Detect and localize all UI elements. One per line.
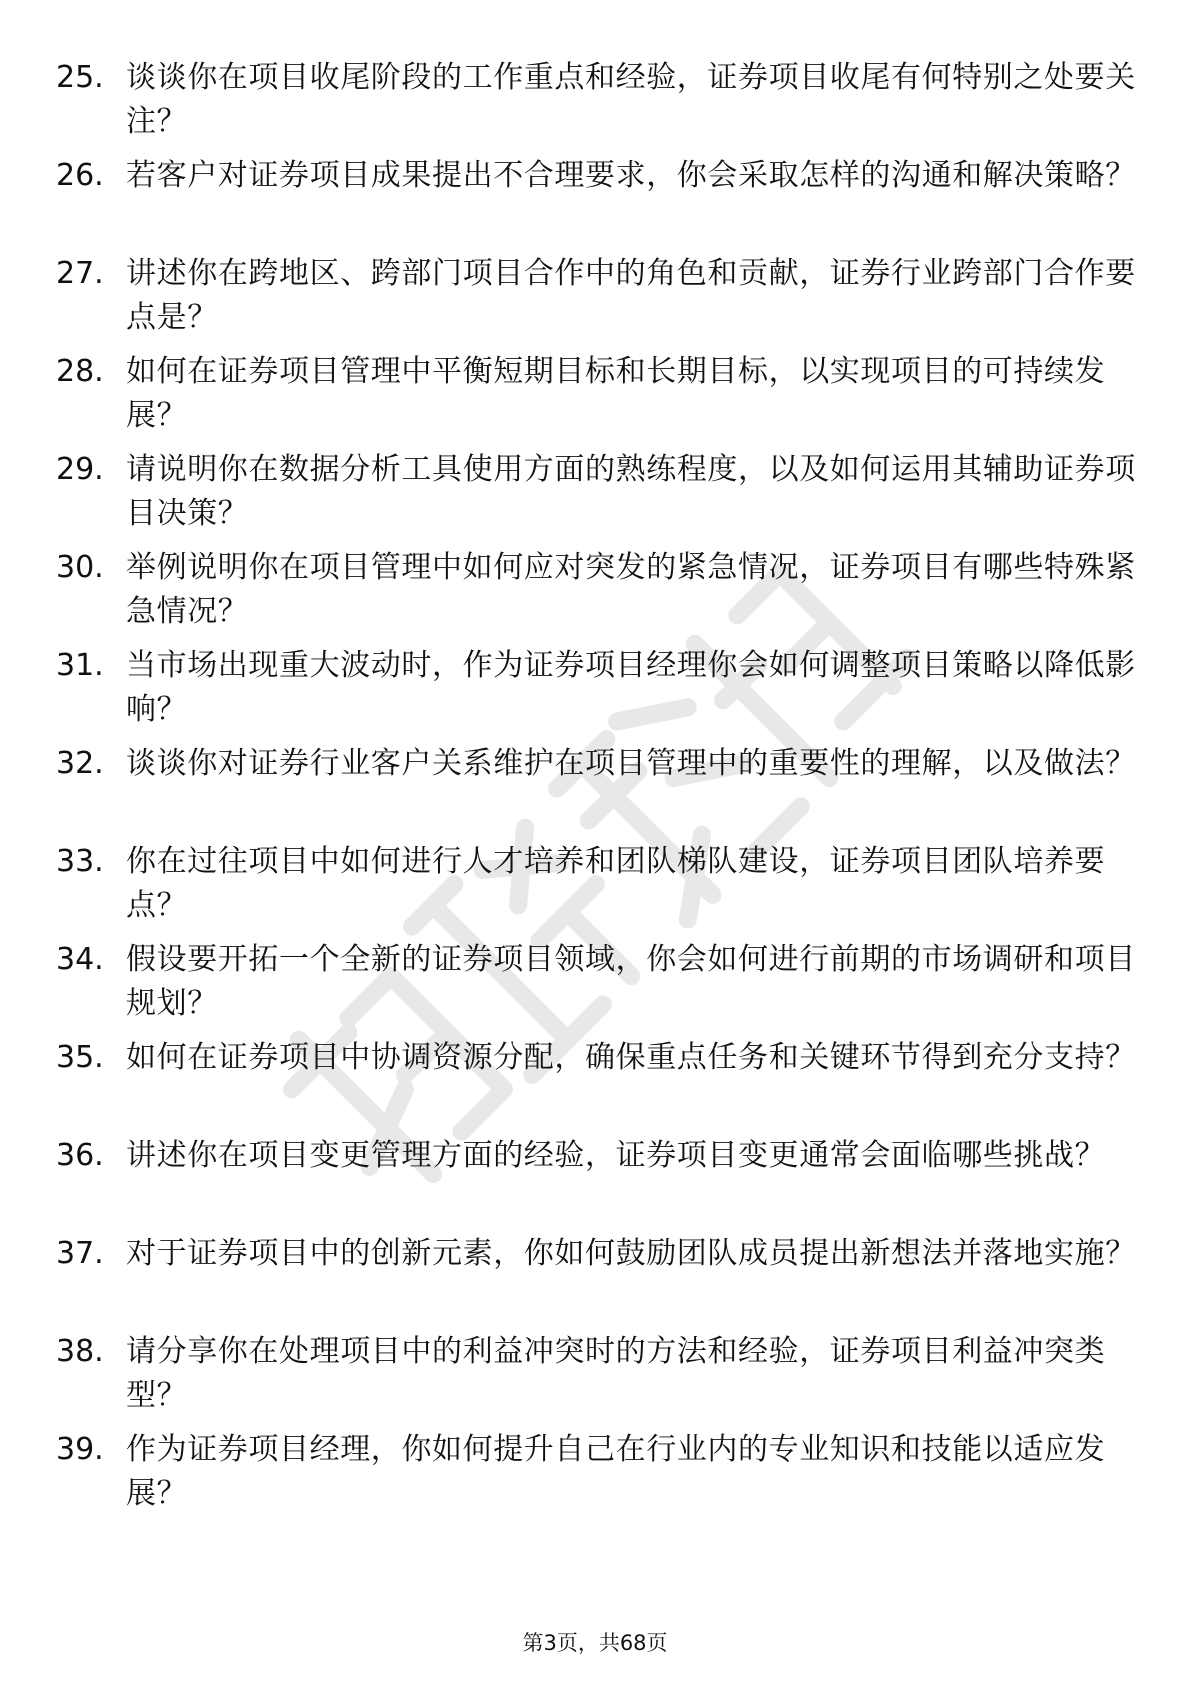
question-item	[0, 930, 1190, 1028]
question-item	[0, 1322, 1190, 1420]
question-text: 讲述你在跨地区、跨部门项目合作中的角色和贡献，证券行业跨部门合作要点是？	[126, 256, 1136, 335]
question-item	[0, 1224, 1190, 1322]
question-number: 30.	[56, 550, 104, 585]
question-item	[0, 48, 1190, 146]
question-item	[0, 832, 1190, 930]
question-text: 谈谈你对证券行业客户关系维护在项目管理中的重要性的理解，以及做法？	[126, 746, 1136, 781]
question-text: 谈谈你在项目收尾阶段的工作重点和经验，证券项目收尾有何特别之处要关注？	[126, 60, 1136, 139]
question-item	[0, 734, 1190, 832]
page-number: 第3页，共68页	[522, 1631, 668, 1655]
question-item	[0, 146, 1190, 244]
question-text: 假设要开拓一个全新的证券项目领域，你会如何进行前期的市场调研和项目规划？	[126, 942, 1136, 1021]
question-text: 作为证券项目经理，你如何提升自己在行业内的专业知识和技能以适应发展？	[126, 1432, 1106, 1511]
question-item	[0, 1028, 1190, 1126]
question-text: 请说明你在数据分析工具使用方面的熟练程度，以及如何运用其辅助证券项目决策？	[126, 452, 1136, 531]
question-number: 37.	[56, 1236, 104, 1271]
question-item	[0, 538, 1190, 636]
question-text: 举例说明你在项目管理中如何应对突发的紧急情况，证券项目有哪些特殊紧急情况？	[126, 550, 1136, 629]
question-text: 请分享你在处理项目中的利益冲突时的方法和经验，证券项目利益冲突类型？	[126, 1334, 1106, 1413]
question-number: 33.	[56, 844, 104, 879]
question-number: 39.	[56, 1432, 104, 1467]
question-text: 如何在证券项目中协调资源分配，确保重点任务和关键环节得到充分支持？	[126, 1040, 1136, 1075]
question-number: 35.	[56, 1040, 104, 1075]
question-number: 25.	[56, 60, 104, 95]
question-item	[0, 244, 1190, 342]
question-text: 当市场出现重大波动时，作为证券项目经理你会如何调整项目策略以降低影响？	[126, 648, 1136, 727]
question-number: 38.	[56, 1334, 104, 1369]
question-number: 34.	[56, 942, 104, 977]
question-number: 28.	[56, 354, 104, 389]
question-item	[0, 342, 1190, 440]
question-item	[0, 1126, 1190, 1224]
question-number: 27.	[56, 256, 104, 291]
question-item	[0, 440, 1190, 538]
question-item	[0, 1420, 1190, 1518]
question-number: 32.	[56, 746, 104, 781]
question-text: 讲述你在项目变更管理方面的经验，证券项目变更通常会面临哪些挑战？	[126, 1138, 1106, 1173]
question-list	[0, 48, 1190, 1518]
question-number: 26.	[56, 158, 104, 193]
question-item	[0, 636, 1190, 734]
question-number: 31.	[56, 648, 104, 683]
question-number: 36.	[56, 1138, 104, 1173]
question-text: 若客户对证券项目成果提出不合理要求，你会采取怎样的沟通和解决策略？	[126, 158, 1136, 193]
question-text: 你在过往项目中如何进行人才培养和团队梯队建设，证券项目团队培养要点？	[126, 844, 1106, 923]
question-number: 29.	[56, 452, 104, 487]
question-text: 对于证券项目中的创新元素，你如何鼓励团队成员提出新想法并落地实施？	[126, 1236, 1136, 1271]
question-text: 如何在证券项目管理中平衡短期目标和长期目标，以实现项目的可持续发展？	[126, 354, 1106, 433]
